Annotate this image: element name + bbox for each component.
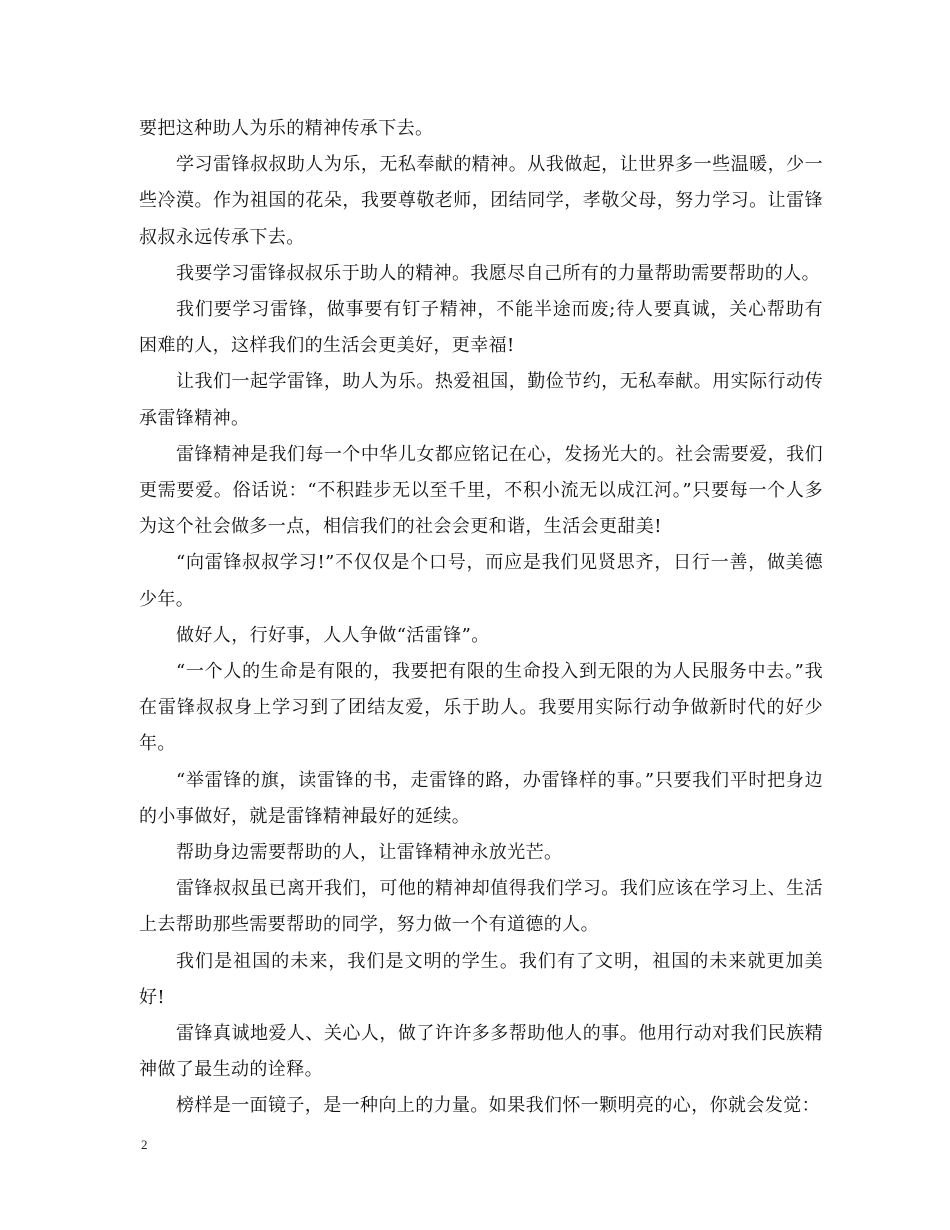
paragraph-8: 做好人，行好事，人人争做“活雷锋”。 xyxy=(176,624,490,646)
paragraph-10: “举雷锋的旗，读雷锋的书，走雷锋的路，办雷锋样的事。”只要我们平时把身边的小事做好，就是雷锋精神最好的延续。 xyxy=(139,769,823,827)
paragraph-13: 我们是祖国的未来，我们是文明的学生。我们有了文明，祖国的未来就更加美好! xyxy=(139,950,823,1008)
document-page xyxy=(139,111,823,1125)
paragraph-4: 我们要学习雷锋，做事要有钉子精神，不能半途而废;待人要真诚，关心帮助有困难的人，这样我们的生活会更美好，更幸福! xyxy=(139,299,823,357)
paragraph-1: 要把这种助人为乐的精神传承下去。 xyxy=(139,118,434,139)
paragraph-2: 学习雷锋叔叔助人为乐，无私奉献的精神。从我做起，让世界多一些温暖，少一些冷漠。作为祖国的花朵，我要尊敬老师，团结同学，孝敬父母，努力学习。让雷锋叔叔永远传承下去。 xyxy=(139,154,823,248)
paragraph-3: 我要学习雷锋叔叔乐于助人的精神。我愿尽自己所有的力量帮助需要帮助的人。 xyxy=(176,262,820,284)
paragraph-7: “向雷锋叔叔学习!”不仅仅是个口号，而应是我们见贤思齐，日行一善，做美德少年。 xyxy=(139,552,823,610)
paragraph-5: 让我们一起学雷锋，助人为乐。热爱祖国，勤俭节约，无私奉献。用实际行动传承雷锋精神。 xyxy=(139,371,823,429)
paragraph-14: 雷锋真诚地爱人、关心人，做了许许多多帮助他人的事。他用行动对我们民族精神做了最生动的诠释。 xyxy=(139,1023,823,1081)
paragraph-12: 雷锋叔叔虽已离开我们，可他的精神却值得我们学习。我们应该在学习上、生活上去帮助那些需要帮助的同学，努力做一个有道德的人。 xyxy=(139,878,823,936)
paragraph-15: 榜样是一面镜子，是一种向上的力量。如果我们怀一颗明亮的心，你就会发觉： xyxy=(176,1095,820,1117)
page-number: 2 xyxy=(141,1137,148,1152)
paragraph-11: 帮助身边需要帮助的人，让雷锋精神永放光芒。 xyxy=(176,842,563,864)
paragraph-6: 雷锋精神是我们每一个中华儿女都应铭记在心，发扬光大的。社会需要爱，我们更需要爱。俗话说：“不积跬步无以至千里，不积小流无以成江河。”只要每一个人多为这个社会做多一点，相信我们的社会会更和谐，生活会更甜美! xyxy=(139,443,823,538)
paragraph-9: “一个人的生命是有限的，我要把有限的生命投入到无限的为人民服务中去。”我在雷锋叔叔身上学习到了团结友爱，乐于助人。我要用实际行动争做新时代的好少年。 xyxy=(139,661,823,755)
